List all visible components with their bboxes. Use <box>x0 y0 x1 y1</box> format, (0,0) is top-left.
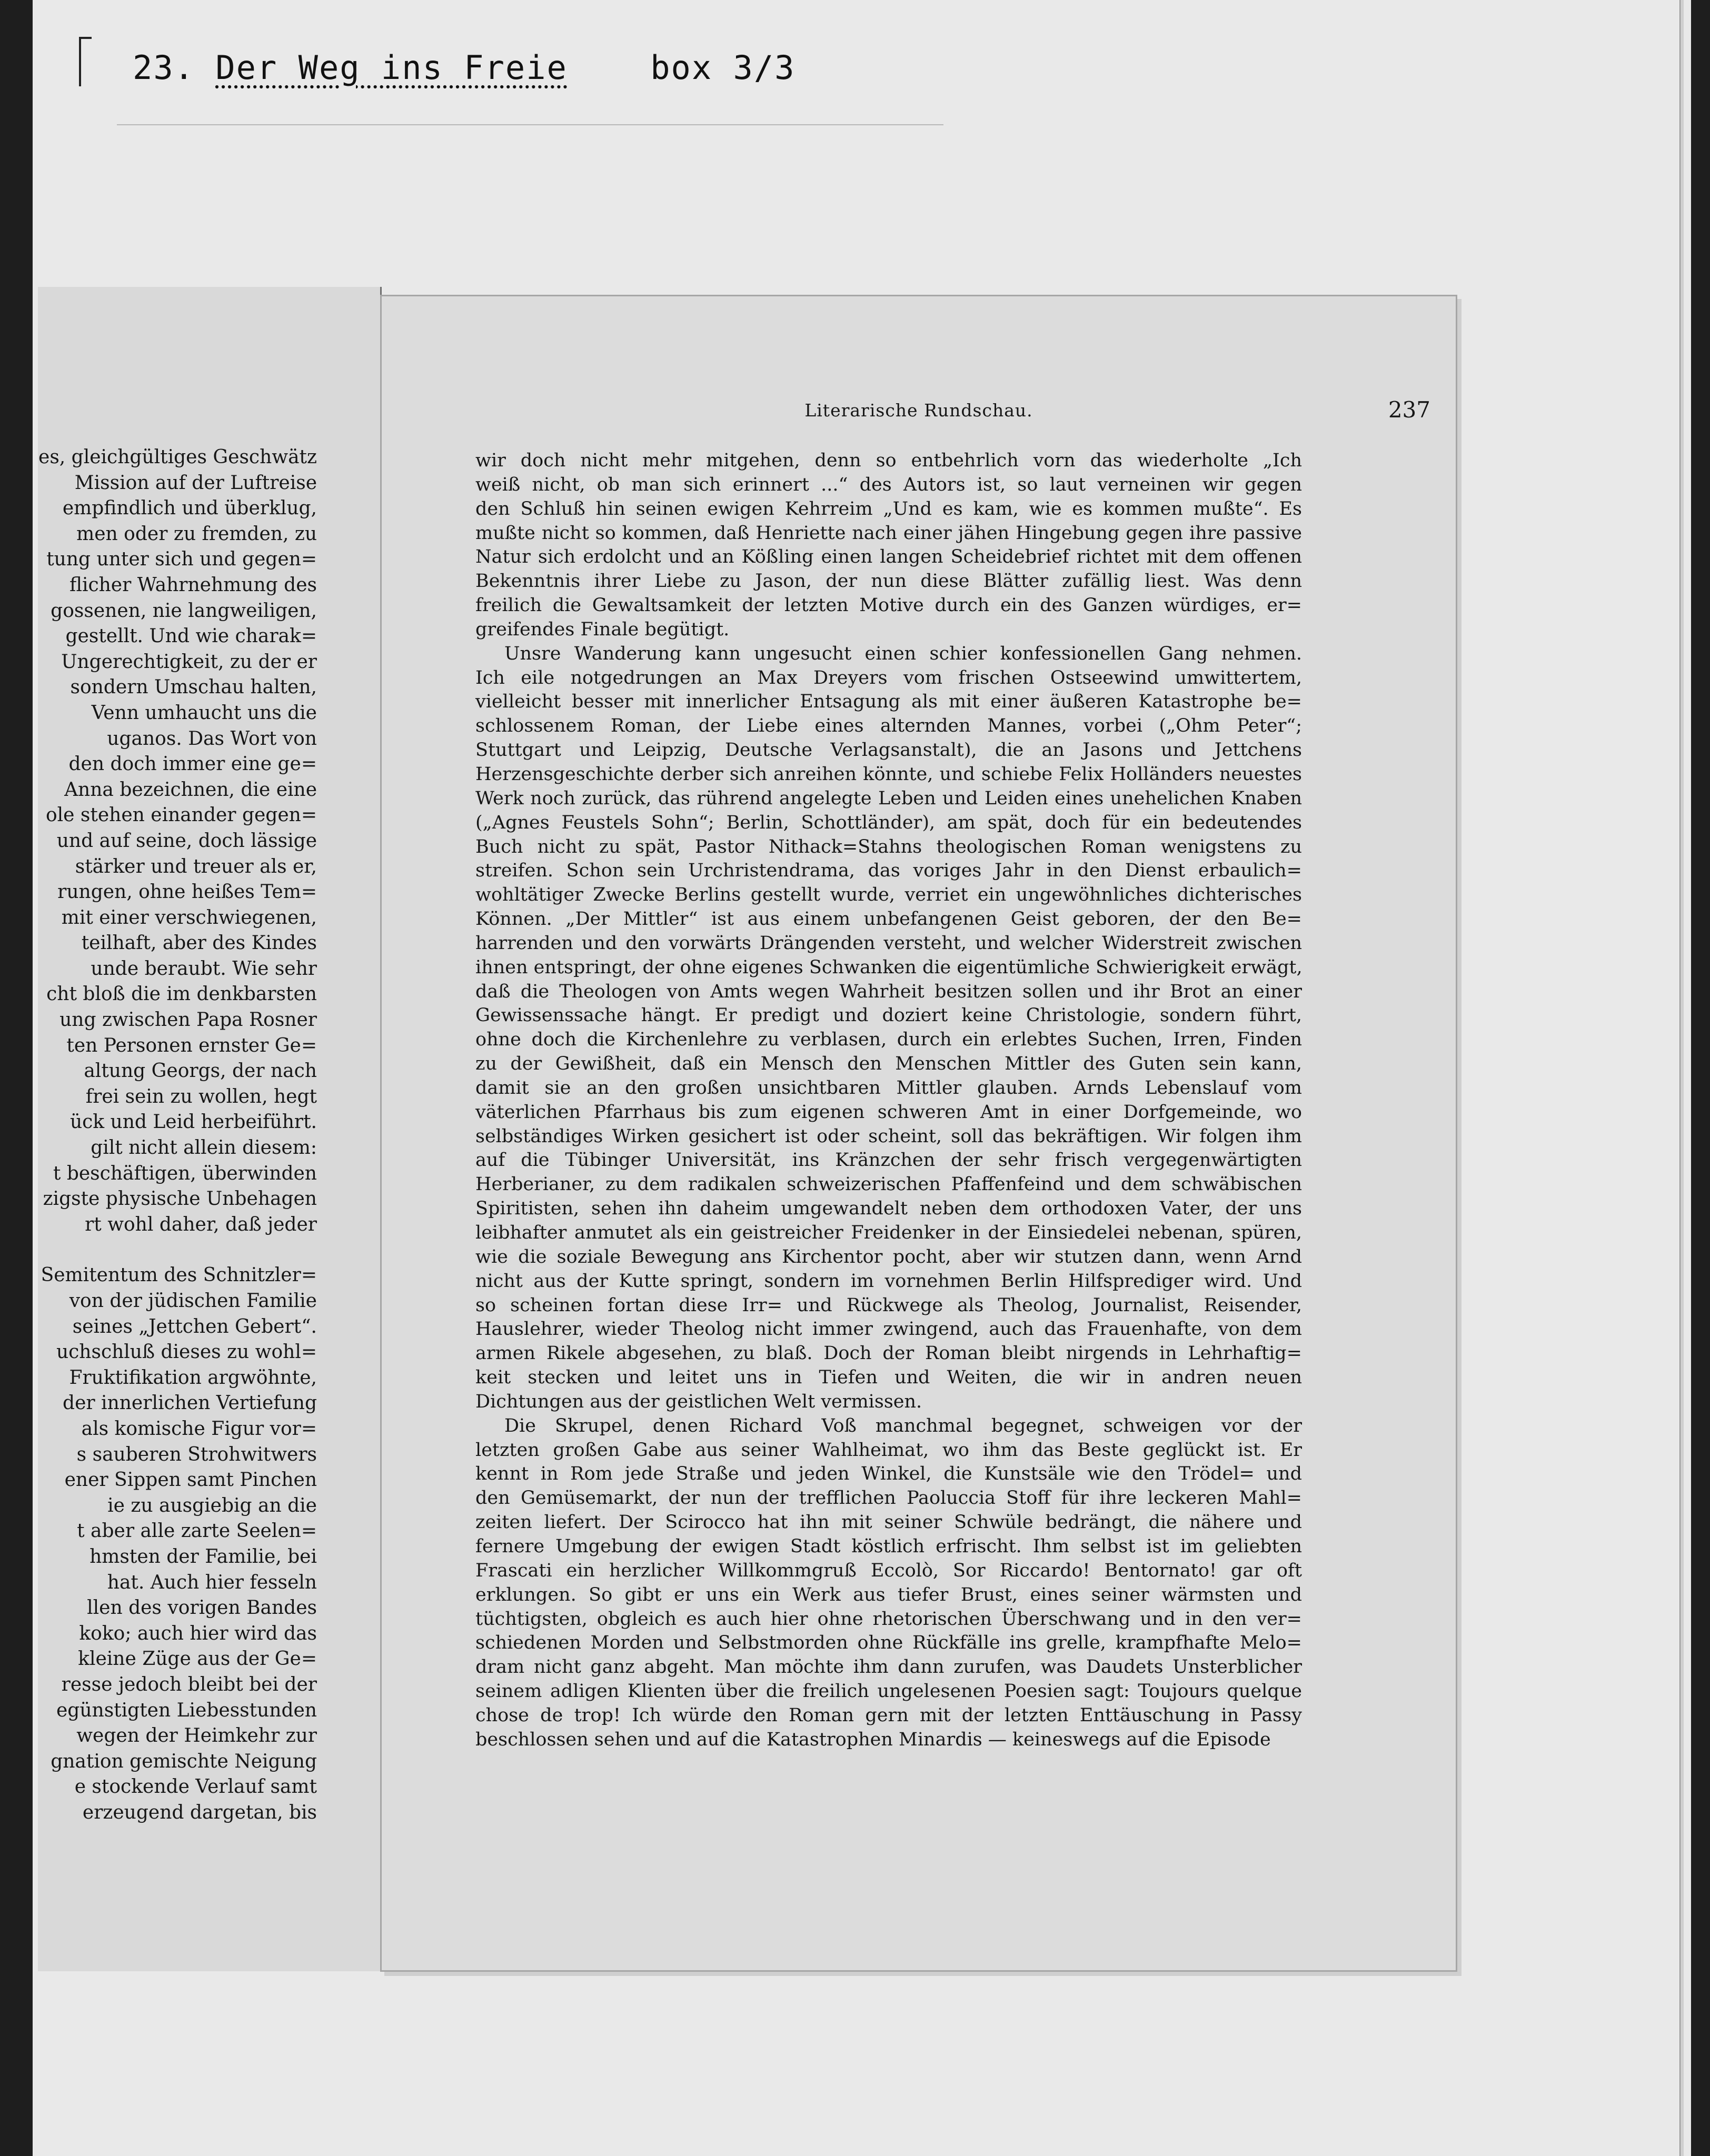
text-line: wegen der Heimkehr zur <box>76 1725 317 1747</box>
text-line: selbständiges Wirken gesichert ist oder scheint, soll das bekräftigen. Wir folgen ihm <box>475 1125 1302 1147</box>
text-line: Werk noch zurück, das rührend angelegte Leben und Leiden eines unehelichen Knaben <box>475 787 1302 809</box>
text-line: tung unter sich und gegen= <box>46 548 317 571</box>
text-line: Mission auf der Luftreise <box>74 472 317 494</box>
text-line: zeiten liefert. Der Scirocco hat ihn mit seiner Schwüle bedrängt, die nähere und <box>475 1512 1302 1533</box>
text-line: Können. „Der Mittler“ ist aus einem unbefangenen Geist geboren, der den Be= <box>475 909 1302 930</box>
text-line: uganos. Das Wort von <box>107 727 317 750</box>
left-clipping <box>38 287 382 1971</box>
text-line: von der jüdischen Familie <box>69 1290 317 1312</box>
text-line: dram nicht ganz abgeht. Man möchte ihm dann zurufen, was Daudets Unsterblicher <box>475 1656 1302 1678</box>
header-number: 23. <box>133 48 195 87</box>
text-line: sondern Umschau halten, <box>70 676 317 698</box>
text-line: Frascati ein herzlicher Willkommgruß Eccolò, Sor Riccardo! Bentornato! gar oft <box>475 1560 1302 1581</box>
text-line: so scheinen fortan diese Irr= und Rückwege als Theolog, Journalist, Reisender, <box>475 1294 1302 1316</box>
text-line: uchschluß dieses zu wohl= <box>56 1341 317 1363</box>
text-line: armen Rikele abgesehen, zu blaß. Doch der Roman bleibt nirgends in Lehrhaftig= <box>475 1343 1302 1364</box>
newspaper-page <box>380 295 1457 1972</box>
text-line: unde beraubt. Wie sehr <box>91 957 317 980</box>
text-line: kleine Züge aus der Ge= <box>78 1648 317 1670</box>
text-line: t aber alle zarte Seelen= <box>77 1520 317 1542</box>
text-line: und auf seine, doch lässige <box>56 830 317 852</box>
text-line: hat. Auch hier fesseln <box>107 1571 317 1593</box>
text-line: der innerlichen Vertiefung <box>63 1392 317 1414</box>
text-line: zu der Gewißheit, daß ein Mensch den Menschen Mittler des Guten sein kann, <box>475 1053 1302 1075</box>
text-line: greifendes Finale begütigt. <box>475 618 730 640</box>
text-line: Hauslehrer, wieder Theolog nicht immer zwingend, auch das Frauenhafte, von dem <box>475 1319 1302 1340</box>
text-line: cht bloß die im denkbarsten <box>46 983 317 1005</box>
text-line: ie zu ausgiebig an die <box>107 1494 317 1516</box>
text-line: hmsten der Familie, bei <box>90 1545 317 1568</box>
text-line: seines „Jettchen Gebert“. <box>72 1315 317 1337</box>
text-line: harrenden und den vorwärts Drängenden versteht, und welcher Widerstreit zwischen <box>475 932 1302 954</box>
text-line: s sauberen Strohwitwers <box>76 1443 317 1465</box>
text-line: frei sein zu wollen, hegt <box>85 1085 317 1107</box>
text-line: gestellt. Und wie charak= <box>65 625 317 647</box>
text-line: rt wohl daher, daß jeder <box>85 1213 317 1235</box>
text-line: gnation gemischte Neigung <box>51 1750 317 1772</box>
text-line: gilt nicht allein diesem: <box>91 1137 317 1159</box>
text-line: Anna bezeichnen, die eine <box>64 778 317 801</box>
page-head <box>382 397 1456 426</box>
text-line: den Gemüsemarkt, der nun der trefflichen Paoluccia Stoff für ihre leckeren Mahl= <box>475 1488 1302 1509</box>
text-line: teilhaft, aber des Kindes <box>81 932 317 954</box>
text-line: den Schluß hin seinen ewigen Kehrreim „Und es kam, wie es kommen mußte“. Es <box>475 498 1302 520</box>
text-line: chose de trop! Ich würde den Roman gern mit der letzten Enttäuschung in Passy <box>475 1704 1302 1726</box>
text-line: schlossenem Roman, der Liebe eines alternden Mannes, vorbei („Ohm Peter“; <box>475 715 1302 737</box>
text-line: ten Personen ernster Ge= <box>66 1034 317 1056</box>
text-line: Unsre Wanderung kann ungesucht einen schier konfessionellen Gang nehmen. <box>504 643 1302 664</box>
text-line: Buch nicht zu spät, Pastor Nithack=Stahns theologischen Roman wenigstens zu <box>475 836 1302 857</box>
text-line: Herberianer, zu dem radikalen schweizerischen Pfaffenfeind und dem schwäbischen <box>475 1174 1302 1195</box>
left-clipping-column <box>38 445 317 1825</box>
text-line: seinem adligen Klienten über die freilich ungelesenen Poesien sagt: Toujours quelque <box>475 1681 1302 1702</box>
text-line: leibhafter anmutet als ein geistreicher Freidenker in der Einsiedelei nebenan, spüren, <box>475 1222 1302 1243</box>
text-line: tüchtigsten, obgleich es auch hier ohne rhetorischen Überschwang und in den ver= <box>475 1608 1302 1630</box>
text-line: erklungen. So gibt er uns ein Werk aus tiefer Brust, eines seiner wärmsten und <box>475 1584 1302 1605</box>
text-line: weiß nicht, ob man sich erinnert ...“ des Autors ist, so laut verneinen wir gegen <box>475 474 1302 495</box>
text-line: ener Sippen samt Pinchen <box>64 1469 317 1491</box>
text-line: Semitentum des Schnitzler= <box>41 1264 317 1286</box>
text-line: ück und Leid herbeiführt. <box>69 1111 317 1133</box>
text-line: e stockende Verlauf samt <box>74 1776 317 1798</box>
header-title: Der Weg ins Freie <box>215 48 568 87</box>
article-body <box>475 449 1302 1752</box>
text-line: koko; auch hier wird das <box>79 1622 317 1644</box>
header-box: box 3/3 <box>650 48 796 87</box>
text-line: mit einer verschwiegenen, <box>61 906 317 929</box>
text-line: Venn umhaucht uns die <box>91 702 317 724</box>
text-line: wir doch nicht mehr mitgehen, denn so entbehrlich vorn das wiederholte „Ich <box>475 450 1302 471</box>
text-line: ihnen entspringt, der ohne eigenes Schwanken die eigentümliche Schwierigkeit erwägt, <box>475 956 1303 978</box>
text-line: t beschäftigen, überwinden <box>53 1162 317 1184</box>
text-line: flicher Wahrnehmung des <box>69 574 317 596</box>
text-line: men oder zu fremden, zu <box>76 523 317 545</box>
text-line: auf die Tübinger Universität, ins Kränzchen der sehr frisch vergegenwärtigten <box>475 1150 1302 1171</box>
text-line: väterlichen Pfarrhaus bis zum eigenen schweren Amt in einer Dorfgemeinde, wo <box>475 1101 1302 1123</box>
text-line: Die Skrupel, denen Richard Voß manchmal begegnet, schweigen vor der <box>504 1415 1302 1436</box>
text-line: Spiritisten, sehen ihn daheim umgewandelt neben dem orthodoxen Vater, der uns <box>475 1198 1302 1220</box>
text-line: fernere Umgebung der ewigen Stadt köstlich erfrischt. Ihm selbst ist im geliebten <box>475 1535 1302 1557</box>
text-line: schiedenen Morden und Selbstmorden ohne Rückfälle ins grelle, krampfhafte Melo= <box>475 1632 1302 1654</box>
text-line: daß die Theologen von Amts wegen Wahrheit besitzen sollen und ihr Brot an einer <box>475 981 1302 1002</box>
text-line: Ich eile notgedrungen an Max Dreyers vom frischen Ostseewind umwittertem, <box>475 667 1302 688</box>
header-rule <box>117 124 943 125</box>
text-line: ohne doch die Kirchenlehre zu verblasen, durch ein erlebtes Suchen, Irren, Finden <box>475 1029 1302 1051</box>
text-line: vielleicht besser mit innerlicher Entsagung als mit einer äußeren Katastrophe be= <box>475 691 1302 713</box>
text-line: Stuttgart und Leipzig, Deutsche Verlagsanstalt), die an Jasons und Jettchens <box>475 740 1302 761</box>
text-line: empfindlich und überklug, <box>62 497 317 520</box>
text-line: altung Georgs, der nach <box>84 1060 317 1082</box>
text-line: als komische Figur vor= <box>81 1418 317 1440</box>
text-line: keit stecken und leitet uns in Tiefen und Weiten, die wir in andren neuen <box>475 1367 1302 1389</box>
corner-mark <box>79 37 92 86</box>
text-line: wohltätiger Zwecke Berlins gestellt wurde, verriet ein ungewöhnliches dichterisches <box>475 884 1302 906</box>
text-line: Bekenntnis ihrer Liebe zu Jason, der nun diese Blätter zufällig liest. Was denn <box>475 571 1302 592</box>
text-line: damit sie an den großen unsichtbaren Mittler glauben. Arnds Lebenslauf vom <box>475 1077 1302 1099</box>
text-line: Herzensgeschichte derber sich anreihen könnte, und schiebe Felix Holländers neuestes <box>475 763 1302 785</box>
archive-header <box>133 48 795 87</box>
text-line: kennt in Rom jede Straße und jeden Winkel, die Kunstsäle wie den Trödel= und <box>475 1463 1302 1485</box>
text-line: freilich die Gewaltsamkeit der letzten Motive durch ein des Ganzen würdiges, er= <box>475 595 1302 616</box>
text-line: letzten großen Gabe aus seiner Wahlheimat, wo ihm das Beste geglückt ist. Er <box>475 1439 1302 1461</box>
text-line: („Agnes Feustels Sohn“; Berlin, Schottländer), am spät, doch für ein bedeutendes <box>475 812 1302 833</box>
text-line: ung zwischen Papa Rosner <box>59 1009 317 1031</box>
text-line: egünstigten Liebesstunden <box>56 1699 317 1721</box>
text-line: Ungerechtigkeit, zu der er <box>61 651 317 673</box>
sheet-edge <box>1679 0 1684 2156</box>
text-line: mußte nicht so kommen, daß Henriette nach einer jähen Hingebung gegen ihre passive <box>475 522 1302 544</box>
text-line: es, gleichgültiges Geschwätz <box>38 446 317 468</box>
text-line: resse jedoch bleibt bei der <box>61 1673 317 1695</box>
text-line: Natur sich erdolcht und an Kößling einen langen Scheidebrief richtet mit dem offenen <box>475 546 1302 568</box>
text-line: streifen. Schon sein Urchristendrama, das voriges Jahr in den Dienst erbaulich= <box>475 860 1302 882</box>
text-line: rungen, ohne heißes Tem= <box>57 881 317 903</box>
text-line: Dichtungen aus der geistlichen Welt vermissen. <box>475 1391 922 1412</box>
text-line: den doch immer eine ge= <box>68 753 317 775</box>
text-line: Fruktifikation argwöhnte, <box>69 1366 317 1389</box>
paragraph-gap <box>38 1237 317 1263</box>
page-number: 237 <box>1388 397 1430 423</box>
text-line: wie die soziale Bewegung ans Kirchentor pocht, aber wir stutzen dann, wenn Arnd <box>475 1246 1302 1267</box>
text-line: gossenen, nie langweiligen, <box>51 600 317 622</box>
text-line: beschlossen sehen und auf die Katastrophen Minardis — keineswegs auf die Episode <box>475 1729 1271 1750</box>
text-line: nicht aus der Kutte springt, sondern im vornehmen Berlin Hilfsprediger wird. Und <box>475 1270 1302 1292</box>
text-line: stärker und treuer als er, <box>75 855 317 877</box>
text-line: Gewissenssache hängt. Er predigt und doziert keine Christologie, sondern führt, <box>475 1005 1302 1026</box>
text-line: ole stehen einander gegen= <box>45 804 317 826</box>
text-line: llen des vorigen Bandes <box>87 1597 317 1619</box>
running-head: Literarische Rundschau. <box>804 400 1033 421</box>
text-line: zigste physische Unbehagen <box>43 1188 317 1210</box>
text-line: erzeugend dargetan, bis <box>82 1801 317 1823</box>
